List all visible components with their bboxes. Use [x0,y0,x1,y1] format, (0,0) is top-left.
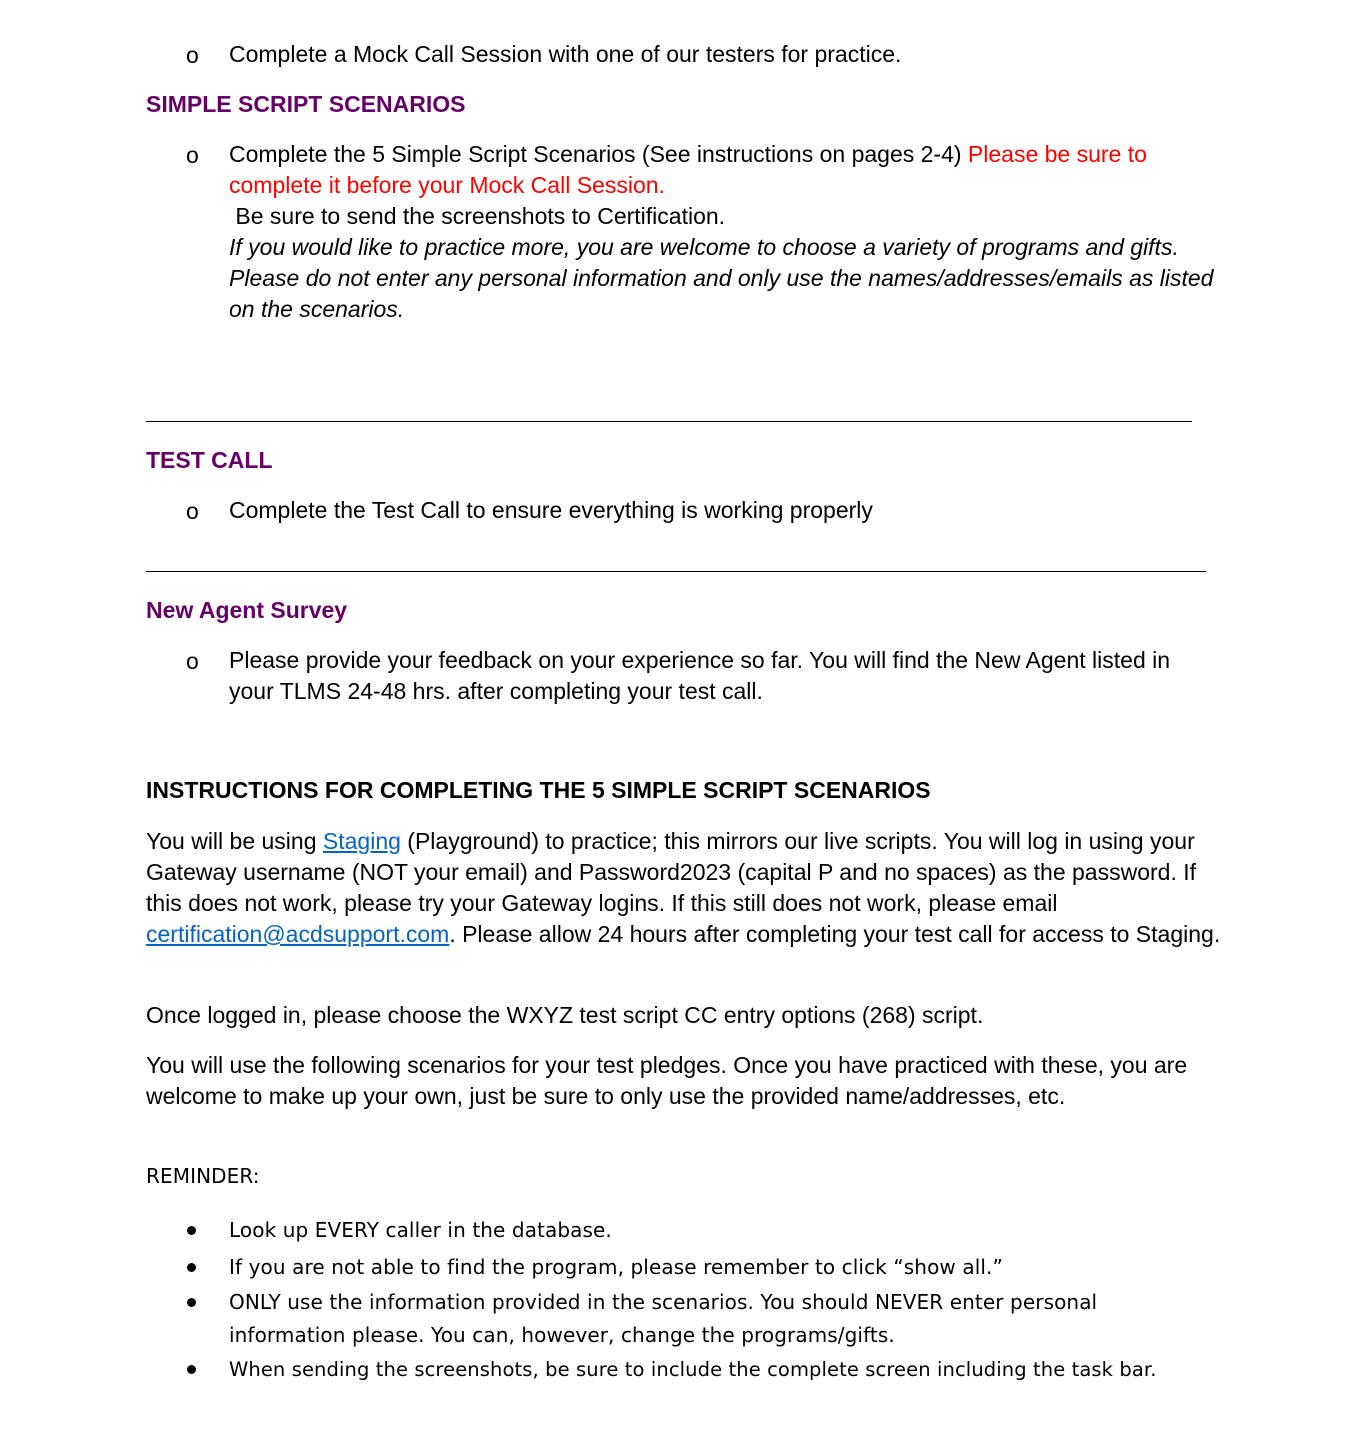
test-call-item: Complete the Test Call to ensure everything is working properly [229,497,873,523]
login-script-paragraph: Once logged in, please choose the WXYZ test script CC entry options (268) script. [146,1002,984,1028]
mock-call-item: Complete a Mock Call Session with one of our testers for practice. [229,41,902,67]
list-bullet: o [186,42,199,68]
warning-text: Please be sure to complete it before your Mock Call Session. [229,141,1147,198]
simple-script-heading: SIMPLE SCRIPT SCENARIOS [146,91,466,117]
paragraph-text: (Playground) to practice; this mirrors our live scripts. You will log in using your Gateway username (NOT your email) and Password2023 (capital P and no spaces) as the password. If this does not work, please try your Gateway logins. If this still does not work, please email [146,828,1197,916]
instructions-heading: INSTRUCTIONS FOR COMPLETING THE 5 SIMPLE SCRIPT SCENARIOS [146,777,931,803]
reminder-label: REMINDER: [146,1164,260,1188]
screenshots-note: Be sure to send the screenshots to Certification. [229,203,726,229]
instructions-paragraph [146,826,1226,950]
simple-script-item [229,139,1224,325]
reminder-item: Look up EVERY caller in the database. [229,1218,612,1242]
survey-heading: New Agent Survey [146,597,348,623]
paragraph-text: You will be using [146,828,323,854]
bullet-dot [187,1226,196,1235]
simple-script-text: Complete the 5 Simple Script Scenarios (See instructions on pages 2-4) [229,141,968,167]
divider [146,421,1192,422]
list-bullet: o [186,142,199,168]
survey-item: Please provide your feedback on your experience so far. You will find the New Agent listed in your TLMS 24-48 hrs. after completing your test call. [229,647,1171,704]
test-call-heading: TEST CALL [146,447,273,473]
bullet-dot [187,1365,196,1374]
list-bullet: o [186,648,199,674]
reminder-item: When sending the screenshots, be sure to include the complete screen including the task bar. [229,1358,1157,1381]
reminder-item: ONLY use the information provided in the scenarios. You should NEVER enter personal information please. You can, however, change the programs/gifts. [229,1290,1098,1347]
scenarios-paragraph: You will use the following scenarios for your test pledges. Once you have practiced with these, you are welcome to make up your own, just be sure to only use the provided name/addresses, etc. [146,1052,1188,1109]
certification-email-link[interactable]: certification@acdsupport.com [146,921,450,947]
bullet-dot [187,1263,196,1272]
paragraph-text: . Please allow 24 hours after completing your test call for access to Staging. [449,921,1221,947]
bullet-dot [187,1298,196,1307]
list-bullet: o [186,498,199,524]
practice-note: If you would like to practice more, you are welcome to choose a variety of programs and gifts. Please do not enter any personal information and only use the names/addresses/emails as listed on the scenarios. [229,234,1214,322]
staging-link[interactable]: Staging [322,828,401,854]
reminder-item: If you are not able to find the program, please remember to click “show all.” [229,1255,1003,1279]
divider [146,571,1206,572]
